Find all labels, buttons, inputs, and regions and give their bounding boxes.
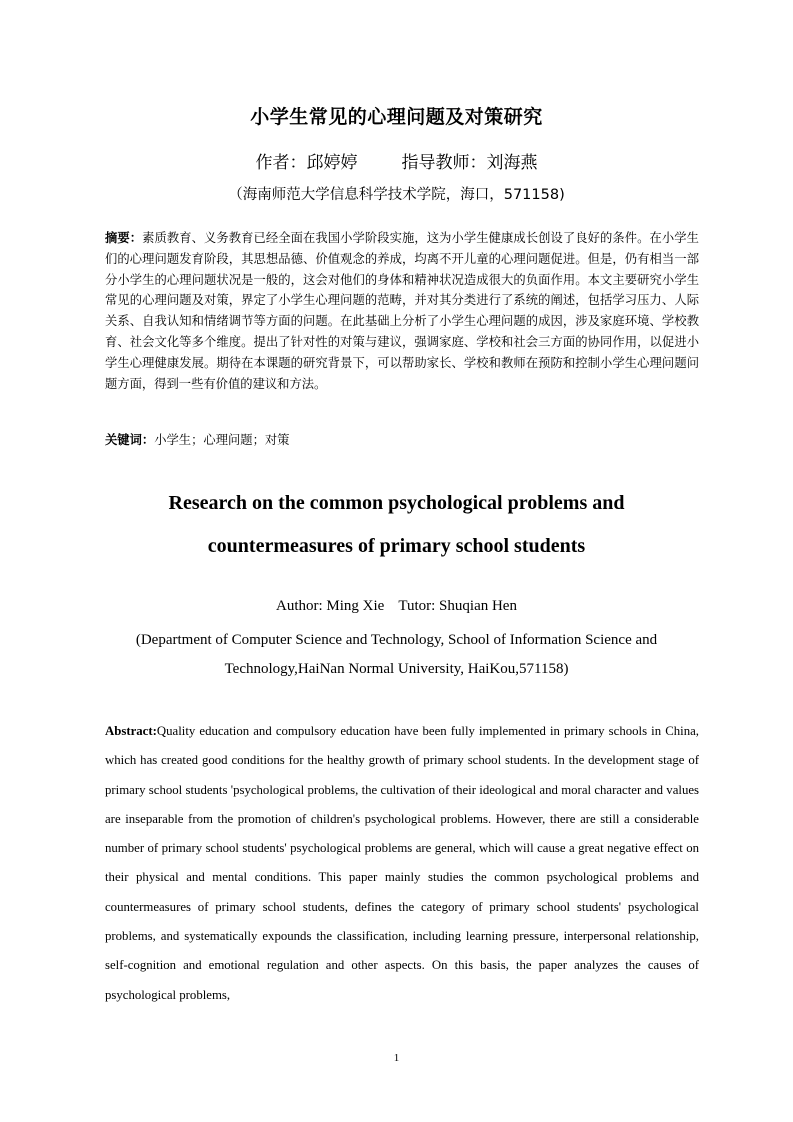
english-tutor: Tutor: Shuqian Hen [398, 598, 517, 614]
english-title [0, 482, 793, 568]
chinese-author-line [0, 148, 793, 173]
chinese-abstract-label: 摘要： [105, 231, 143, 245]
english-abstract [105, 717, 699, 1010]
chinese-title: 小学生常见的心理问题及对策研究 [250, 106, 543, 128]
chinese-keywords-label: 关键词： [105, 433, 155, 447]
chinese-keywords-text: 小学生；心理问题；对策 [154, 433, 290, 447]
chinese-keywords [105, 430, 699, 450]
chinese-tutor: 指导教师：刘海燕 [401, 153, 538, 173]
english-title-line-1: Research on the common psychological problems and [168, 492, 625, 514]
english-abstract-label: Abstract: [105, 724, 157, 738]
english-title-line-2: countermeasures of primary school students [207, 535, 586, 557]
chinese-abstract-text: 素质教育、义务教育已经全面在我国小学阶段实施，这为小学生健康成长创设了良好的条件。在小学生们的心理问题发育阶段，其思想品德、价值观念的养成，均离不开儿童的心理问题促进。但是，仍有相当一部分小学生的心理问题状况是一般的，这会对他们的身体和精神状况造成很大的负面作用。本文主要研究小学生常见的心理问题及对策，界定了小学生心理问题的范畴，并对其分类进行了系统的阐述，包括学习压力、人际关系、自我认知和情绪调节等方面的问题。在此基础上分析了小学生心理问题的成因，涉及家庭环境、学校教育、社会文化等多个维度。提出了针对性的对策与建议，强调家庭、学校和社会三方面的协同作用，以促进小学生心理健康发展。期待在本课题的研究背景下，可以帮助家长、学校和教师在预防和控制小学生心理问题问题方面，得到一些有价值的建议和方法。 [105, 231, 699, 391]
page-number: 1 [393, 1052, 400, 1064]
chinese-abstract [105, 228, 699, 394]
english-affiliation: (Department of Computer Science and Technology, School of Information Science and Technology,HaiNan Normal University, HaiKou,571158) [135, 632, 658, 677]
chinese-author: 作者：邱婷婷 [255, 153, 358, 173]
english-abstract-text: Quality education and compulsory education have been fully implemented in primary schools in China, which has created good conditions for the healthy growth of primary school students. In the development stage of primary school students 'psychological problems, the cultivation of their ideological and moral character and values are inseparable from the promotion of children's psychological problems. However, there are still a considerable number of primary school students' psychological problems are general, which will cause a great negative effect on their physical and mental conditions. This paper mainly studies the common psychological problems and countermeasures of primary school students, defines the category of primary school students' psychological problems, and systematically expounds the classification, including learning pressure, interpersonal relationship, self-cognition and emotional regulation and other aspects. On this basis, the paper analyzes the causes of psychological problems, [105, 724, 699, 1002]
english-author-line [0, 598, 793, 615]
chinese-affiliation: （海南师范大学信息科学技术学院，海口，571158) [228, 187, 565, 203]
english-author: Author: Ming Xie [276, 598, 385, 614]
